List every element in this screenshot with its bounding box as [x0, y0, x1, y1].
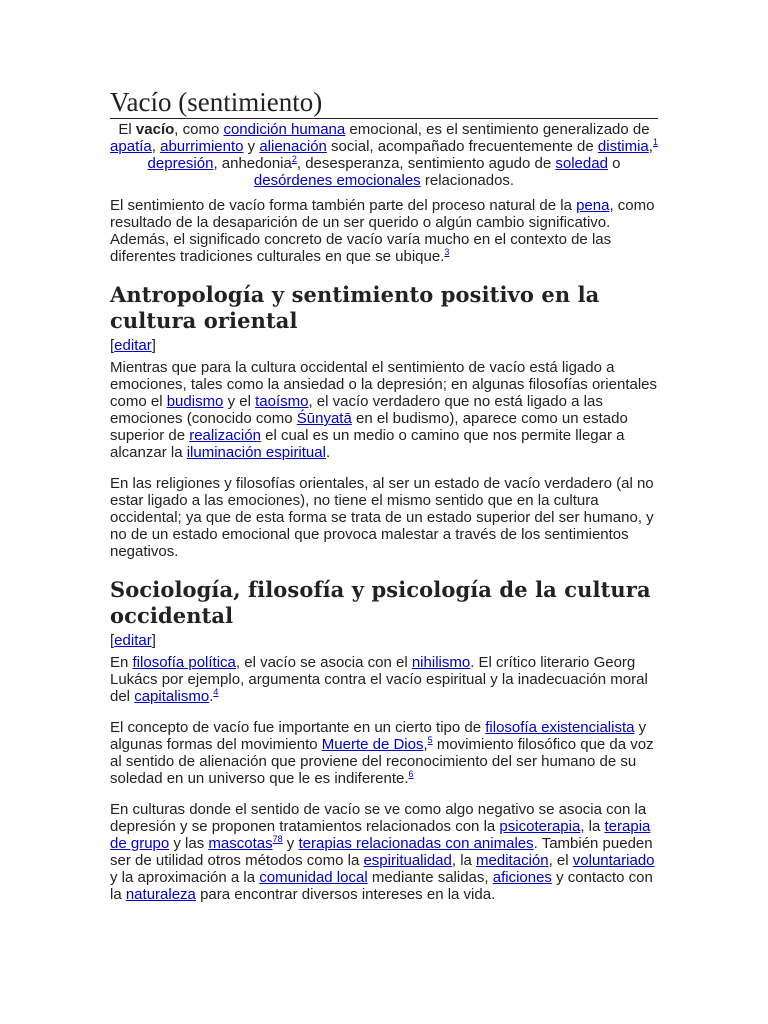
paragraph-occidental-2 [110, 719, 658, 787]
text: Mientras que para la cultura occidental el sentimiento de vacío está ligado a emociones, tales como la ansiedad o la depresión; en algunas filosofías orientales como el [110, 359, 658, 410]
text: , el vacío se asocia con el [235, 654, 412, 671]
link-taoismo[interactable]: taoísmo [255, 393, 309, 410]
text: y el [223, 393, 256, 410]
lead-paragraph [110, 121, 658, 189]
edit-link-wrapper: [editar] [110, 632, 156, 649]
text: y algunas formas del movimiento [110, 719, 647, 753]
text: . [325, 444, 331, 461]
text: El concepto de vacío fue importante en un cierto tipo de [110, 719, 486, 736]
link-naturaleza[interactable]: naturaleza [125, 886, 196, 903]
link-voluntariado[interactable]: voluntariado [572, 852, 655, 869]
link-distimia[interactable]: distimia [597, 138, 649, 155]
text: , como [174, 121, 224, 138]
link-mascotas[interactable]: mascotas [208, 835, 273, 852]
link-capitalismo[interactable]: capitalismo [134, 688, 210, 705]
ref-6[interactable]: 6 [408, 769, 414, 779]
text: y las [169, 835, 209, 852]
text: , [151, 138, 161, 155]
ref-5[interactable]: 5 [427, 735, 433, 745]
text: , [648, 138, 653, 155]
edit-link[interactable]: editar [114, 632, 152, 649]
link-comunidad-local[interactable]: comunidad local [259, 869, 368, 886]
text: , como resultado de la desaparición de un ser querido o algún cambio significativo. Además, el significado concreto de vacío varía mucho en el contexto de las diferentes tradiciones culturales en que se ubique. [110, 197, 655, 265]
article [110, 86, 658, 903]
text: . [209, 688, 214, 705]
section-heading-occidental: Sociología, filosofía y psicología de la cultura occidental [110, 577, 651, 628]
bold-term: vacío [135, 121, 175, 138]
paragraph-pena [110, 197, 658, 265]
paragraph-oriental-2: En las religiones y filosofías orientales, al ser un estado de vacío verdadero (al no estar ligado a las emociones), no tiene el mismo sentido que en la cultura occidental; ya que de esta forma se trata de un estado superior del ser humano, y no de un estado emocional que provoca malestar a través de los sentimientos negativos. [110, 475, 654, 560]
text: En culturas donde el sentido de vacío se ve como algo negativo se asocia con la depresión y se proponen tratamientos relacionados con la [110, 801, 647, 835]
text: emocional, es el sentimiento generalizado de [345, 121, 650, 138]
edit-link-wrapper: [editar] [110, 337, 156, 354]
link-aburrimiento[interactable]: aburrimiento [160, 138, 244, 155]
ref-8[interactable]: 8 [277, 834, 283, 844]
ref-2[interactable]: 2 [291, 154, 297, 164]
ref-7[interactable]: 7 [272, 834, 278, 844]
link-budismo[interactable]: budismo [166, 393, 224, 410]
text: El sentimiento de vacío forma también parte del proceso natural de la [110, 197, 577, 214]
text: , la [451, 852, 477, 869]
ref-1[interactable]: 1 [652, 137, 658, 147]
link-depresion[interactable]: depresión [147, 155, 214, 172]
text: y [243, 138, 260, 155]
link-soledad[interactable]: soledad [555, 155, 608, 172]
edit-link[interactable]: editar [114, 337, 152, 354]
link-sunyata[interactable]: Śūnyatā [296, 410, 352, 427]
link-psicoterapia[interactable]: psicoterapia [499, 818, 581, 835]
text: En [110, 654, 133, 671]
paragraph-occidental-3 [110, 801, 658, 903]
text: , la [580, 818, 605, 835]
ref-3[interactable]: 3 [444, 247, 450, 257]
link-pena[interactable]: pena [576, 197, 610, 214]
text: el cual es un medio o camino que nos permite llegar a alcanzar la [110, 427, 625, 461]
text: , el [548, 852, 573, 869]
link-terapias-animales[interactable]: terapias relacionadas con animales [298, 835, 534, 852]
text: , el vacío verdadero que no está ligado a las emociones (conocido como [110, 393, 603, 427]
text: o [607, 155, 621, 172]
link-condicion-humana[interactable]: condición humana [223, 121, 346, 138]
link-desordenes-emocionales[interactable]: desórdenes emocionales [253, 172, 421, 189]
text: , desesperanza, sentimiento agudo de [296, 155, 556, 172]
link-filosofia-existencialista[interactable]: filosofía existencialista [485, 719, 635, 736]
link-alienacion[interactable]: alienación [259, 138, 327, 155]
text: relacionados. [420, 172, 515, 189]
text: y la aproximación a la [110, 869, 260, 886]
link-apatia[interactable]: apatía [110, 138, 152, 155]
link-espiritualidad[interactable]: espiritualidad [363, 852, 452, 869]
link-nihilismo[interactable]: nihilismo [411, 654, 471, 671]
text: . También pueden ser de utilidad otros métodos como la [110, 835, 653, 869]
text: mediante salidas, [367, 869, 493, 886]
section-heading-oriental: Antropología y sentimiento positivo en la cultura oriental [110, 282, 600, 333]
ref-4[interactable]: 4 [213, 687, 219, 697]
link-filosofia-politica[interactable]: filosofía política [132, 654, 236, 671]
link-iluminacion-espiritual[interactable]: iluminación espiritual [186, 444, 326, 461]
text: y [282, 835, 299, 852]
link-meditacion[interactable]: meditación [476, 852, 549, 869]
text: en el budismo), aparece como un estado superior de [110, 410, 628, 444]
text: y contacto con la [110, 869, 653, 903]
text: para encontrar diversos intereses en la vida. [195, 886, 496, 903]
paragraph-oriental-1 [110, 359, 658, 461]
text: . El crítico literario Georg Lukács por ejemplo, argumenta contra el vacío espiritual y la inadecuación moral del [110, 654, 648, 705]
text: , [423, 736, 428, 753]
text: social, acompañado frecuentemente de [326, 138, 598, 155]
paragraph-occidental-1 [110, 654, 658, 705]
link-aficiones[interactable]: aficiones [492, 869, 552, 886]
text: movimiento filosófico que da voz al sentido de alienación que proviene del reconocimiento del ser humano de su soledad en un universo que le es indiferente. [110, 736, 654, 787]
link-terapia-de-grupo[interactable]: terapia de grupo [110, 818, 651, 852]
link-muerte-de-dios[interactable]: Muerte de Dios [321, 736, 424, 753]
text: El [118, 121, 136, 138]
text: , anhedonia [213, 155, 292, 172]
page-title: Vacío (sentimiento) [110, 86, 658, 119]
link-realizacion[interactable]: realización [189, 427, 261, 444]
